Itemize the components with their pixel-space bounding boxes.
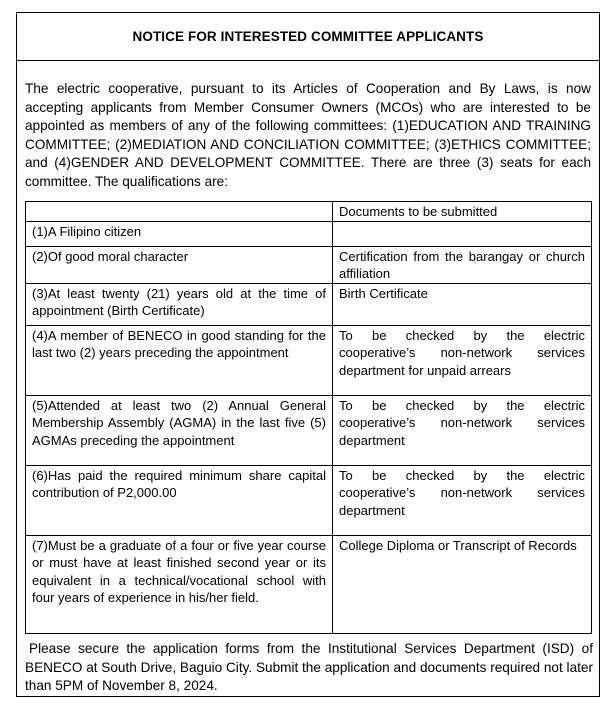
footer-text: Please secure the application forms from the Institutional Services Department (ISD) of BENECO at South Drive, Baguio City. Submit the application and documents required not later than 5PM of November 8, 2024. [25,641,593,693]
notice-frame [16,12,600,697]
qualification-cell: (2)Of good moral character [26,246,333,283]
qualification-cell: (4)A member of BENECO in good standing for the last two (2) years preceding the appointment [26,325,333,395]
intro-paragraph: The electric cooperative, pursuant to its Articles of Cooperation and By Laws, is now accepting applicants from Member Consumer Owners (MCOs) who are interested to be appointed as members of any of the following committees: (1)EDUCATION AND TRAINING COMMITTEE; (2)MEDIATION AND CONCILIATION COMMITTEE; (3)ETHICS COMMITTEE; and (4)GENDER AND DEVELOPMENT COMMITTEE. There are three (3) seats for each committee. The qualifications are: [25,81,591,189]
document-cell: To be checked by the electric cooperative’s non-network services department [333,395,592,465]
table-header-row [26,202,592,222]
table-row [26,395,592,465]
document-cell: To be checked by the electric cooperative’s non-network services department for unpaid arrears [333,325,592,395]
document-cell: Certification from the barangay or church affiliation [333,246,592,283]
qualification-cell: (5)Attended at least two (2) Annual General Membership Assembly (AGMA) in the last five (5) AGMAs preceding the appointment [26,395,333,465]
notice-title: NOTICE FOR INTERESTED COMMITTEE APPLICANTS [17,13,599,61]
document-cell [333,221,592,246]
table-row [26,465,592,535]
document-cell: Birth Certificate [333,283,592,325]
table-row [26,535,592,633]
table-row [26,325,592,395]
qualification-cell: (7)Must be a graduate of a four or five year course or must have at least finished second year or its equivalent in a technical/vocational school with four years of experience in his/her field. [26,535,333,633]
document-cell: To be checked by the electric cooperative’s non-network services department [333,465,592,535]
footer-paragraph [25,640,593,696]
qualifications-table [25,201,592,634]
header-cell-documents: Documents to be submitted [333,202,592,222]
qualification-cell: (1)A Filipino citizen [26,221,333,246]
qualification-cell: (6)Has paid the required minimum share capital contribution of P2,000.00 [26,465,333,535]
qualification-cell: (3)At least twenty (21) years old at the time of appointment (Birth Certificate) [26,283,333,325]
document-cell: College Diploma or Transcript of Records [333,535,592,633]
table-row [26,283,592,325]
header-cell-qualification [26,202,333,222]
table-row [26,246,592,283]
table-row [26,221,592,246]
